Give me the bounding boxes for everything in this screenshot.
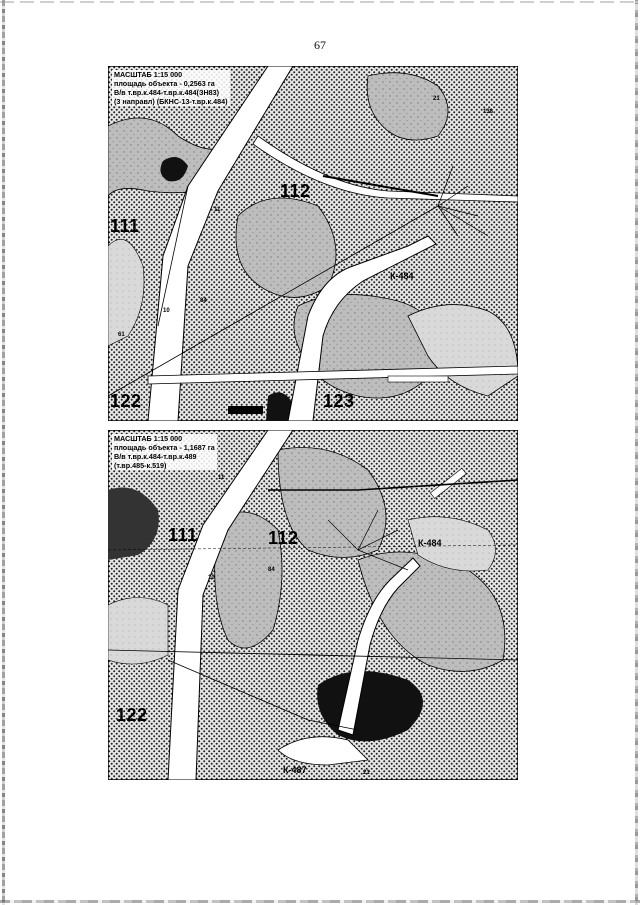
map-top-line1: В/в т.вр.к.484-т.вр.к.484(ЗН83) (112, 88, 230, 97)
map-bottom-num-21: 21 (363, 770, 370, 776)
map-top-scale: МАСШТАБ 1:15 000 (112, 70, 230, 79)
map-bottom-scale: МАСШТАБ 1:15 000 (112, 434, 217, 443)
map-bottom-block-111: 111 (168, 525, 198, 545)
map-bottom-block-112: 112 (268, 528, 299, 548)
page-number: 67 (314, 38, 326, 52)
map-bottom-line1: В/в т.вр.к.484-т.вр.к.489 (112, 452, 217, 461)
map-top-line2: (3 направл) (БКНС-13-т.вр.к.484) (114, 97, 228, 106)
map-top-num-138: 138 (483, 109, 494, 115)
page-edge-top (0, 1, 640, 3)
map-top-legend (112, 70, 230, 106)
page-edge-left (2, 0, 5, 905)
map-bottom-graphic (108, 430, 518, 780)
map-top (108, 66, 518, 421)
map-bottom-pad-484: К-484 (418, 538, 442, 548)
map-bottom-pad-487: К-487 (283, 765, 307, 775)
map-top-block-122: 122 (110, 391, 142, 411)
map-top-num-10: 10 (163, 308, 170, 314)
map-bottom-legend (112, 434, 217, 470)
map-bottom-num-11: 11 (218, 475, 225, 481)
map-bottom-area: площадь объекта - 1,1687 га (114, 443, 215, 452)
map-top-graphic (108, 66, 518, 421)
map-bottom-num-84: 84 (268, 567, 275, 573)
page-edge-right (635, 0, 638, 905)
map-bottom (108, 430, 518, 780)
map-top-area: площадь объекта - 0,2563 га (112, 79, 230, 88)
map-top-num-21: 21 (433, 96, 440, 102)
map-top-block-123: 123 (323, 391, 355, 411)
map-top-num-61: 61 (118, 332, 125, 338)
map-top-block-111: 111 (110, 216, 140, 236)
map-top-pad-484: К-484 (390, 271, 414, 281)
map-top-block-112: 112 (280, 181, 311, 201)
map-bottom-num-10: 10 (208, 575, 215, 581)
map-top-num-11: 11 (214, 207, 221, 213)
page-edge-bottom (0, 900, 640, 903)
map-top-num-84: 84 (200, 298, 207, 304)
map-bottom-block-122: 122 (116, 705, 148, 725)
map-bottom-line2: (т.вр.485-к.519) (112, 461, 217, 470)
